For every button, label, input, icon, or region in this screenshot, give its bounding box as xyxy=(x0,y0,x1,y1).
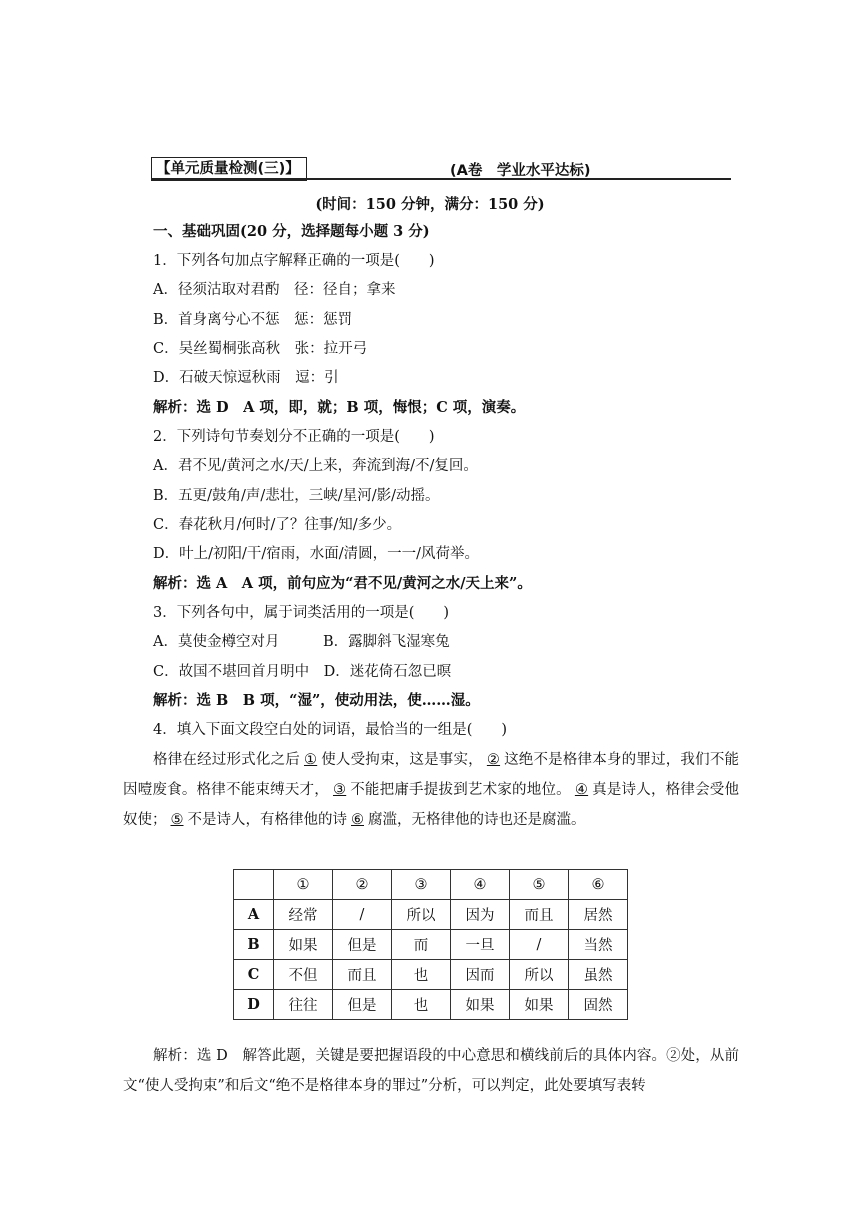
table-header-cell: ⑥ xyxy=(569,870,628,900)
table-row xyxy=(234,930,628,960)
table-cell: 固然 xyxy=(569,990,628,1020)
q4-answer: 解析：选 D 解答此题，关键是要把握语段的中心意思和横线前后的具体内容。②处，从前文“使人受拘束”和后文“绝不是格律本身的罪过”分析，可以判定，此处要填写表转 xyxy=(123,1048,739,1094)
q3-stem: 3．下列各句中，属于词类活用的一项是( ) xyxy=(153,605,450,621)
q1-option-b: B．首身离兮心不惩 惩：惩罚 xyxy=(153,312,353,328)
q4-passage: 格律在经过形式化之后 ① 使人受拘束，这是事实， ② 这绝不是格律本身的罪过，我们不能因噎废食。格律不能束缚天才， ③ 不能把庸手提拔到艺术家的地位。 ④ 真是诗人，格律会受他奴使； ⑤ 不是诗人，有格律他的诗 ⑥ 腐滥，无格律他的诗也还是腐滥。 xyxy=(123,752,740,828)
blank-3: ③ xyxy=(332,782,347,798)
table-cell: 往往 xyxy=(274,990,333,1020)
header-rule xyxy=(151,178,731,180)
blank-6: ⑥ xyxy=(351,812,364,828)
table-header-cell: ③ xyxy=(392,870,451,900)
table-cell: 而且 xyxy=(510,900,569,930)
row-label: A xyxy=(234,900,274,930)
table-cell: 如果 xyxy=(510,990,569,1020)
row-label: B xyxy=(234,930,274,960)
table-cell: / xyxy=(510,930,569,960)
blank-4: ④ xyxy=(574,782,589,798)
table-header-cell: ⑤ xyxy=(510,870,569,900)
q2-answer: 解析：选 A A 项，前句应为“君不见/黄河之水/天上来”。 xyxy=(153,575,532,592)
q2-option-c: C．春花秋月/何时/了？往事/知/多少。 xyxy=(153,517,402,533)
table-cell: 也 xyxy=(392,990,451,1020)
exam-meta: (时间：150 分钟，满分：150 分) xyxy=(315,196,545,213)
q1-option-c: C．吴丝蜀桐张高秋 张：拉开弓 xyxy=(153,341,368,357)
q3-options-ab: A．莫使金樽空对月 B．露脚斜飞湿寒兔 xyxy=(153,634,450,650)
table-cell: 居然 xyxy=(569,900,628,930)
table-cell: 虽然 xyxy=(569,960,628,990)
q3-options-cd: C．故国不堪回首月明中 D．迷花倚石忽已暝 xyxy=(153,664,452,680)
table-cell: 如果 xyxy=(451,990,510,1020)
table-cell: 但是 xyxy=(333,930,392,960)
blank-2: ② xyxy=(486,752,501,768)
paper-label: (A卷 学业水平达标) xyxy=(450,163,591,179)
q1-option-d: D．石破天惊逗秋雨 逗：引 xyxy=(153,370,339,386)
row-label: D xyxy=(234,990,274,1020)
table-row xyxy=(234,900,628,930)
q2-option-d: D．叶上/初阳/干/宿雨，水面/清圆，一一/风荷举。 xyxy=(153,546,480,562)
table-cell xyxy=(234,870,274,900)
q1-option-a: A．径须沽取对君酌 径：径自；拿来 xyxy=(153,282,396,298)
table-cell: 但是 xyxy=(333,990,392,1020)
q3-answer: 解析：选 B B 项，“湿”，使动用法，使……湿。 xyxy=(153,692,480,709)
q4-stem: 4．填入下面文段空白处的词语，最恰当的一组是( ) xyxy=(153,722,508,738)
table-cell: 而 xyxy=(392,930,451,960)
q2-option-a: A．君不见/黄河之水/天/上来，奔流到海/不/复回。 xyxy=(153,458,478,474)
table-cell: / xyxy=(333,900,392,930)
table-cell: 而且 xyxy=(333,960,392,990)
q4-options-table xyxy=(233,869,628,1020)
table-header-cell: ④ xyxy=(451,870,510,900)
q2-option-b: B．五更/鼓角/声/悲壮，三峡/星河/影/动摇。 xyxy=(153,488,440,504)
table-cell: 一旦 xyxy=(451,930,510,960)
table-cell: 因为 xyxy=(451,900,510,930)
blank-5: ⑤ xyxy=(170,812,184,828)
blank-1: ① xyxy=(303,752,318,768)
table-header-cell: ② xyxy=(333,870,392,900)
table-cell: 也 xyxy=(392,960,451,990)
q2-stem: 2．下列诗句节奏划分不正确的一项是( ) xyxy=(153,429,435,445)
table-header-cell: ① xyxy=(274,870,333,900)
table-row xyxy=(234,960,628,990)
table-cell: 当然 xyxy=(569,930,628,960)
table-cell: 因而 xyxy=(451,960,510,990)
table-cell: 所以 xyxy=(392,900,451,930)
table-header-row xyxy=(234,870,628,900)
table-cell: 所以 xyxy=(510,960,569,990)
row-label: C xyxy=(234,960,274,990)
q1-answer: 解析：选 D A 项，即，就；B 项，悔恨；C 项，演奏。 xyxy=(153,399,526,416)
q1-stem: 1．下列各句加点字解释正确的一项是( ) xyxy=(153,253,435,269)
table-row xyxy=(234,990,628,1020)
table-cell: 如果 xyxy=(274,930,333,960)
section-heading: 一、基础巩固(20 分，选择题每小题 3 分) xyxy=(153,223,430,240)
table-cell: 经常 xyxy=(274,900,333,930)
table-cell: 不但 xyxy=(274,960,333,990)
unit-test-tag: 【单元质量检测(三)】 xyxy=(151,157,307,181)
